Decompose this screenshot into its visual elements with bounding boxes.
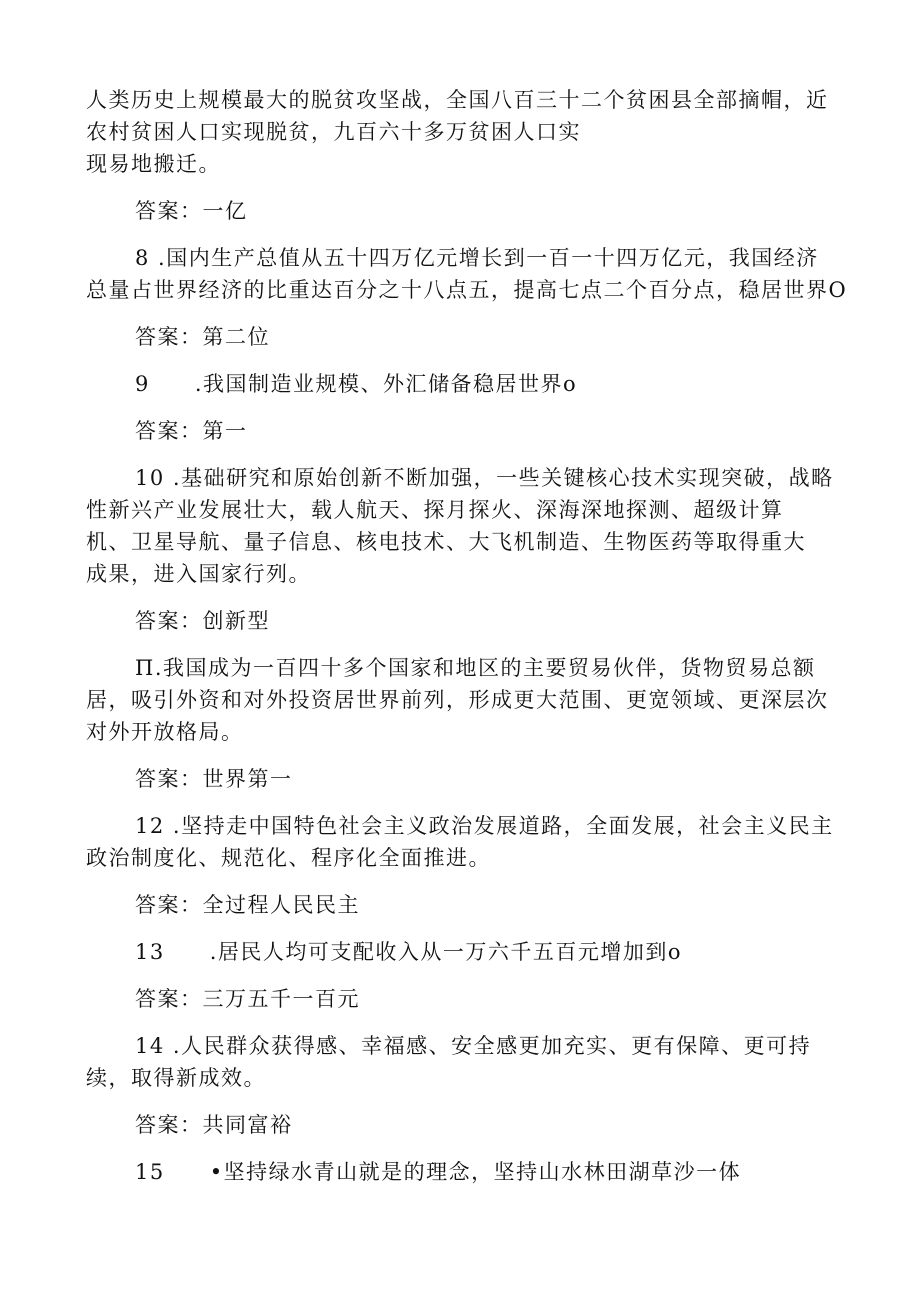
paragraph-line: 续，取得新成效。 — [86, 1066, 266, 1090]
answer-line: 答案：共同富裕 — [135, 1113, 293, 1137]
question-line: 8 .国内生产总值从五十四万亿元增长到一百一十四万亿元，我国经济 — [135, 246, 819, 270]
answer-line: 答案：全过程人民民主 — [135, 893, 360, 917]
question-line: 12 .坚持走中国特色社会主义政治发展道路，全面发展，社会主义民主 — [135, 814, 834, 838]
answer-line: 答案：一亿 — [135, 199, 248, 223]
paragraph-line: 居，吸引外资和对外投资居世界前列，形成更大范围、更宽领域、更深层次 — [86, 688, 829, 712]
paragraph-line: 现易地搬迁。 — [86, 152, 221, 176]
answer-line: 答案：世界第一 — [135, 767, 293, 791]
question-line: 15 •坚持绿水青山就是的理念，坚持山水林田湖草沙一体 — [135, 1160, 742, 1184]
question-line: 9 .我国制造业规模、外汇储备稳居世界o — [135, 372, 578, 396]
paragraph-line: 性新兴产业发展壮大，载人航天、探月探火、深海深地探测、超级计算 — [86, 498, 784, 522]
paragraph-line: 对外开放格局。 — [86, 720, 244, 744]
paragraph-line: 机、卫星导航、量子信息、核电技术、大飞机制造、生物医药等取得重大 — [86, 530, 806, 554]
paragraph-line: 成果，进入国家行列。 — [86, 562, 311, 586]
paragraph-line: 总量占世界经济的比重达百分之十八点五，提高七点二个百分点，稳居世界O — [86, 278, 848, 302]
answer-line: 答案：第一 — [135, 419, 248, 443]
paragraph-line: 政治制度化、规范化、程序化全面推进。 — [86, 846, 491, 870]
question-line: Π.我国成为一百四十多个国家和地区的主要贸易伙伴，货物贸易总额 — [135, 656, 816, 680]
answer-line: 答案：三万五千一百元 — [135, 987, 360, 1011]
question-line: 14 .人民群众获得感、幸福感、安全感更加充实、更有保障、更可持 — [135, 1034, 812, 1058]
question-line: 13 .居民人均可支配收入从一万六千五百元增加到o — [135, 940, 683, 964]
answer-line: 答案：第二位 — [135, 325, 270, 349]
paragraph-line: 农村贫困人口实现脱贫，九百六十多万贫困人口实 — [86, 120, 581, 144]
answer-line: 答案：创新型 — [135, 609, 270, 633]
paragraph-line: 人类历史上规模最大的脱贫攻坚战，全国八百三十二个贫困县全部摘帽，近 — [86, 88, 829, 112]
question-line: 10 .基础研究和原始创新不断加强，一些关键核心技术实现突破，战略 — [135, 466, 834, 490]
